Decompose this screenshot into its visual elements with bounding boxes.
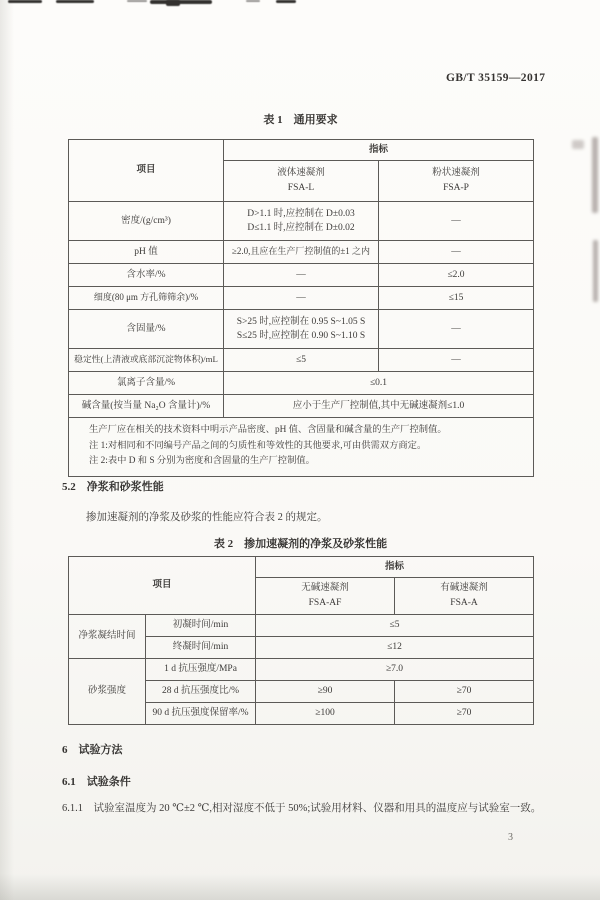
value-line: D>1.1 时,应控制在 D±0.03 xyxy=(247,209,355,219)
table-row xyxy=(69,349,534,372)
row-value-liquid: — xyxy=(224,264,379,287)
row-value-merged: ≤5 xyxy=(256,615,534,637)
table1-caption: 表 1 通用要求 xyxy=(263,114,338,126)
row-item: 28 d 抗压强度比/% xyxy=(146,681,256,703)
row-value-a: ≥70 xyxy=(395,681,534,703)
table1-header-item: 项目 xyxy=(69,140,224,202)
row-item: 终凝时间/min xyxy=(146,637,256,659)
note-line: 注 1:对相同和不同编号产品之间的匀质性和等效性的其他要求,可由供需双方商定。 xyxy=(89,440,427,451)
table2-header-item: 项目 xyxy=(69,557,256,615)
row-item: 初凝时间/min xyxy=(146,615,256,637)
table1-notes xyxy=(69,418,534,477)
table-row xyxy=(69,659,534,681)
column-code: FSA-AF xyxy=(308,598,342,608)
table-row xyxy=(69,395,534,418)
row-item: 稳定性(上清液或底部沉淀物体积)/mL xyxy=(69,349,224,372)
row-value-powder: — xyxy=(379,310,534,349)
scan-artifact xyxy=(246,0,260,2)
table-row xyxy=(69,615,534,637)
table2-paste-mortar-performance xyxy=(68,556,534,725)
table-row xyxy=(69,372,534,395)
column-code: FSA-A xyxy=(450,598,478,608)
row-item: 1 d 抗压强度/MPa xyxy=(146,659,256,681)
row-group: 净浆凝结时间 xyxy=(69,615,146,659)
scan-artifact xyxy=(150,0,212,4)
row-item: 含固量/% xyxy=(69,310,224,349)
table2-header-alkali-free xyxy=(256,578,395,615)
row-value-merged: ≤0.1 xyxy=(224,372,534,395)
section-5-2-heading: 5.2 净浆和砂浆性能 xyxy=(62,481,164,493)
column-label: 液体速凝剂 xyxy=(277,168,325,178)
scan-artifact xyxy=(572,140,584,149)
table1-notes-row xyxy=(69,418,534,477)
row-value-liquid: ≥2.0,且应在生产厂控制值的±1 之内 xyxy=(224,241,379,264)
standard-number: GB/T 35159—2017 xyxy=(446,72,546,84)
row-value-liquid xyxy=(224,202,379,241)
scan-artifact xyxy=(592,137,598,213)
row-value-merged: ≥7.0 xyxy=(256,659,534,681)
table-row xyxy=(69,202,534,241)
page-number: 3 xyxy=(508,832,513,843)
scan-artifact xyxy=(127,0,147,2)
row-value-merged: ≤12 xyxy=(256,637,534,659)
scan-artifact xyxy=(166,0,180,6)
scan-artifact xyxy=(276,0,296,3)
section-6-heading: 6 试验方法 xyxy=(62,744,123,756)
value-line: D≤1.1 时,应控制在 D±0.02 xyxy=(247,223,355,233)
row-value-powder: ≤15 xyxy=(379,287,534,310)
table1-header-liquid xyxy=(224,161,379,202)
row-value-merged: 应小于生产厂控制值,其中无碱速凝剂≤1.0 xyxy=(224,395,534,418)
note-line: 注 2:表中 D 和 S 分别为密度和含固量的生产厂控制值。 xyxy=(89,456,315,466)
table-row xyxy=(69,287,534,310)
value-line: S>25 时,应控制在 0.95 S~1.05 S xyxy=(236,317,366,327)
row-value-powder: — xyxy=(379,241,534,264)
row-value-af: ≥90 xyxy=(256,681,395,703)
row-value-a: ≥70 xyxy=(395,703,534,725)
column-label: 有碱速凝剂 xyxy=(440,583,488,593)
row-value-liquid: ≤5 xyxy=(224,349,379,372)
table1-general-requirements xyxy=(68,139,534,477)
scan-artifact xyxy=(8,0,42,3)
table1-header-indicator: 指标 xyxy=(224,140,534,161)
row-item: pH 值 xyxy=(69,241,224,264)
value-line: S≤25 时,应控制在 0.90 S~1.10 S xyxy=(236,331,366,341)
row-value-liquid: — xyxy=(224,287,379,310)
row-item: 90 d 抗压强度保留率/% xyxy=(146,703,256,725)
row-item: 氯离子含量/% xyxy=(69,372,224,395)
row-item: 密度/(g/cm³) xyxy=(69,202,224,241)
row-value-af: ≥100 xyxy=(256,703,395,725)
row-value-liquid xyxy=(224,310,379,349)
section-6-1-heading: 6.1 试验条件 xyxy=(62,776,131,788)
row-group: 砂浆强度 xyxy=(69,659,146,725)
column-code: FSA-L xyxy=(287,183,315,193)
row-value-powder: ≤2.0 xyxy=(379,264,534,287)
note-line: 生产厂应在相关的技术资料中明示产品密度、pH 值、含固量和碱含量的生产厂控制值。 xyxy=(89,425,447,435)
section-6-1-1-paragraph: 6.1.1 试验室温度为 20 ℃±2 ℃,相对湿度不低于 50%;试验用材料、仪器和用具的温度应与试验室一致。 xyxy=(62,803,542,814)
column-label: 粉状速凝剂 xyxy=(432,168,480,178)
scan-artifact xyxy=(56,0,94,3)
scan-artifact xyxy=(593,240,598,302)
table-row xyxy=(69,264,534,287)
column-label: 无碱速凝剂 xyxy=(301,583,349,593)
table1-header-powder xyxy=(379,161,534,202)
row-item: 碱含量(按当量 Na₂O 含量计)/% xyxy=(69,395,224,418)
row-value-powder: — xyxy=(379,349,534,372)
row-value-powder: — xyxy=(379,202,534,241)
row-item: 细度(80 μm 方孔筛筛余)/% xyxy=(69,287,224,310)
section-5-2-paragraph: 掺加速凝剂的净浆及砂浆的性能应符合表 2 的规定。 xyxy=(86,512,328,523)
table2-header-alkaline xyxy=(395,578,534,615)
column-code: FSA-P xyxy=(443,183,469,193)
row-item: 含水率/% xyxy=(69,264,224,287)
table2-caption: 表 2 掺加速凝剂的净浆及砂浆性能 xyxy=(213,538,388,550)
table-row xyxy=(69,310,534,349)
table-row xyxy=(69,241,534,264)
table2-header-indicator: 指标 xyxy=(256,557,534,578)
